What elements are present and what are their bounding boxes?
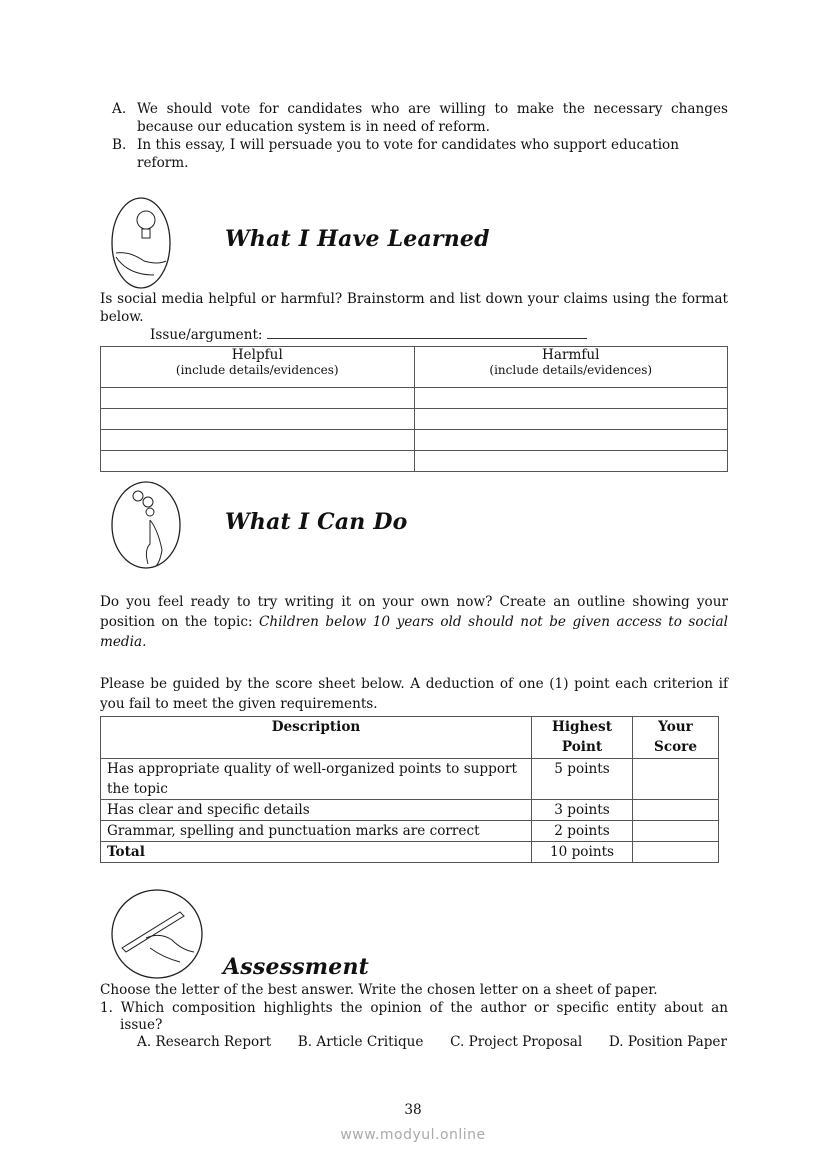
choice-a[interactable]: A. Research Report bbox=[137, 1034, 272, 1050]
harmful-cell[interactable] bbox=[414, 451, 728, 472]
header-title: Helpful bbox=[231, 347, 283, 363]
pencil-hand-icon bbox=[110, 888, 204, 980]
choice-c[interactable]: C. Project Proposal bbox=[450, 1034, 583, 1050]
issue-line bbox=[150, 326, 587, 344]
issue-blank[interactable] bbox=[267, 338, 587, 339]
header-highest-point: Highest Point bbox=[532, 717, 633, 759]
option-a bbox=[112, 100, 728, 136]
helpful-cell[interactable] bbox=[101, 430, 415, 451]
points: 5 points bbox=[532, 759, 633, 800]
points: 3 points bbox=[532, 800, 633, 821]
option-text: In this essay, I will persuade you to vote for candidates who support education reform. bbox=[137, 137, 679, 171]
lightbulb-hand-icon bbox=[110, 195, 172, 291]
score-cell[interactable] bbox=[633, 759, 719, 800]
question-1-choices bbox=[137, 1034, 727, 1050]
instructions: Choose the letter of the best answer. Write the chosen letter on a sheet of paper. bbox=[100, 982, 658, 998]
header-title: Harmful bbox=[542, 347, 600, 363]
prompt-text: Is social media helpful or harmful? Brainstorm and list down your claims using the format below. bbox=[100, 291, 728, 325]
total-points: 10 points bbox=[532, 842, 633, 863]
claims-table bbox=[100, 346, 728, 472]
harmful-cell[interactable] bbox=[414, 430, 728, 451]
section-heading: Assessment bbox=[223, 954, 370, 980]
prompt-text bbox=[100, 592, 728, 652]
header-sub: (include details/evidences) bbox=[175, 363, 339, 377]
header-your-score: Your Score bbox=[633, 717, 719, 759]
criterion: Grammar, spelling and punctuation marks are correct bbox=[101, 821, 532, 842]
score-sheet-table bbox=[100, 716, 719, 863]
option-letter: B. bbox=[112, 137, 127, 153]
helpful-cell[interactable] bbox=[101, 409, 415, 430]
question-1: 1. Which composition highlights the opinion of the author or specific entity about an issue? bbox=[100, 1000, 728, 1033]
criterion: Has clear and specific details bbox=[101, 800, 532, 821]
option-b bbox=[112, 136, 728, 172]
header-sub: (include details/evidences) bbox=[489, 363, 653, 377]
option-letter: A. bbox=[112, 101, 127, 117]
helpful-cell[interactable] bbox=[101, 388, 415, 409]
page-number: 38 bbox=[404, 1102, 422, 1118]
harmful-cell[interactable] bbox=[414, 388, 728, 409]
harmful-cell[interactable] bbox=[414, 409, 728, 430]
points: 2 points bbox=[532, 821, 633, 842]
prompt-body: Do you feel ready to try writing it on your own now? Create an outline showing your position on the topic: bbox=[100, 594, 728, 630]
criterion: Has appropriate quality of well-organized points to support the topic bbox=[101, 759, 532, 800]
total-label: Total bbox=[101, 842, 532, 863]
score-cell[interactable] bbox=[633, 821, 719, 842]
issue-label: Issue/argument: bbox=[150, 327, 267, 343]
choice-b[interactable]: B. Article Critique bbox=[297, 1034, 424, 1050]
guide-text: Please be guided by the score sheet below. A deduction of one (1) point each criterion if you fail to meet the given requirements. bbox=[100, 676, 728, 712]
gears-hand-icon bbox=[110, 480, 182, 570]
watermark: www.modyul.online bbox=[340, 1127, 486, 1143]
choice-d[interactable]: D. Position Paper bbox=[608, 1034, 727, 1050]
score-cell[interactable] bbox=[633, 800, 719, 821]
section-heading: What I Can Do bbox=[225, 509, 408, 535]
option-text: We should vote for candidates who are willing to make the necessary changes because our education system is in need of reform. bbox=[137, 101, 728, 135]
topic-text: Children below 10 years old should not be given access to social media. bbox=[100, 614, 728, 650]
section-heading: What I Have Learned bbox=[225, 226, 490, 252]
helpful-cell[interactable] bbox=[101, 451, 415, 472]
header-description: Description bbox=[101, 717, 532, 759]
score-cell[interactable] bbox=[633, 842, 719, 863]
